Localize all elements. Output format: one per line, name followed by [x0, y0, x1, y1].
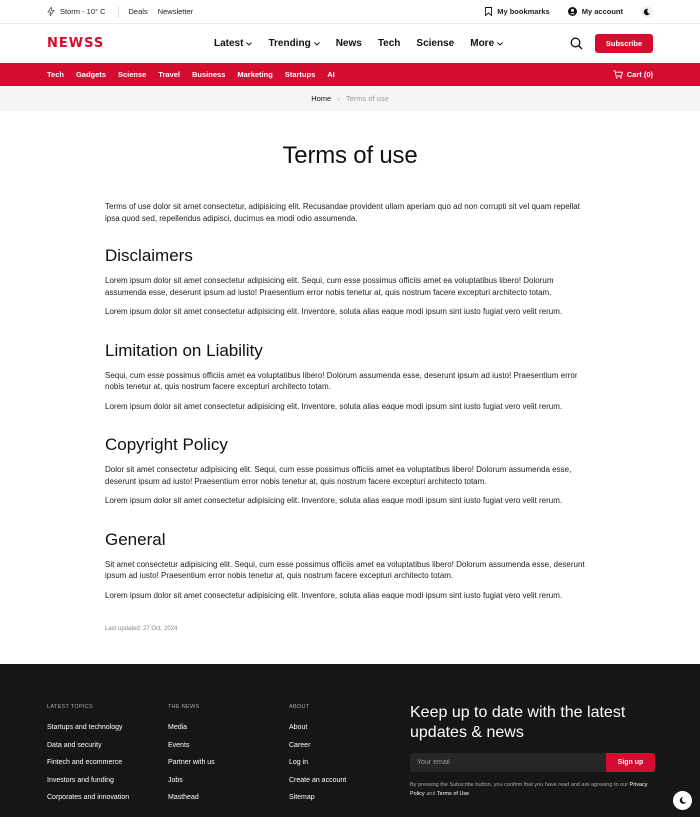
category-marketing[interactable]: Marketing [237, 70, 273, 79]
user-icon [568, 7, 577, 16]
footer-column-about [289, 704, 346, 812]
breadcrumb-home[interactable]: Home [311, 94, 332, 103]
nav-sciense[interactable] [416, 38, 454, 49]
footer-link[interactable]: Data and security [47, 741, 102, 749]
category-ai[interactable]: AI [327, 70, 335, 79]
disclaimer-and: and [426, 790, 436, 797]
footer-column-heading: ABOUT [289, 704, 310, 710]
newsletter-disclaimer [410, 781, 655, 798]
footer-link[interactable]: Partner with us [168, 759, 215, 766]
sign-up-button[interactable]: Sign up [606, 753, 655, 772]
search-icon[interactable] [570, 37, 583, 50]
newsletter-signup [410, 703, 655, 798]
footer-link[interactable]: Log in [289, 759, 309, 766]
signup-form [410, 753, 655, 772]
nav-tech[interactable] [378, 38, 401, 49]
section-copyright-policy [105, 435, 595, 530]
utility-bar [0, 0, 700, 24]
intro-paragraph: Terms of use dolor sit amet consectetur, adipisicing elit. Recusandae provident ullam aperiam quo ad non corrupti sit vel quam repellat ipsa quod sed, repellendus adipisci, ducimus ea modi odio assumenda. [105, 202, 580, 223]
moon-icon [678, 796, 687, 805]
section-heading: General [105, 529, 166, 549]
site-logo[interactable]: NEWSS [47, 36, 105, 51]
bookmark-icon [485, 7, 492, 16]
footer-link[interactable]: About [289, 724, 308, 731]
chevron-down-icon [314, 42, 320, 46]
footer-link[interactable]: Fintech and ecommerce [47, 759, 123, 766]
footer-link[interactable]: Masthead [168, 794, 199, 801]
main-nav [214, 24, 503, 63]
section-paragraph: Lorem ipsum dolor sit amet consectetur adipisicing elit. Inventore, soluta alias eaque modi ipsum sint iusto fugiat vero velit rerum. [105, 590, 563, 600]
category-bar [0, 63, 700, 86]
section-limitation-on-liability [105, 341, 595, 436]
dark-mode-toggle[interactable] [641, 6, 653, 18]
section-heading: Disclaimers [105, 246, 193, 265]
nav-trending-label: Trending [268, 38, 311, 49]
section-disclaimers [105, 246, 595, 341]
breadcrumb-current: Terms of use [345, 94, 389, 103]
section-paragraph: Lorem ipsum dolor sit amet consectetur adipisicing elit. Inventore, soluta alias eaque modi ipsum sint iusto fugiat vero velit rerum. [105, 496, 563, 505]
cart-label: Cart (0) [626, 70, 653, 79]
nav-more-label: More [470, 38, 495, 49]
section-heading: Copyright Policy [105, 435, 228, 454]
footer-column-latest-topics [47, 704, 129, 812]
footer-link[interactable]: Startups and technology [47, 724, 123, 731]
disclaimer-text: By pressing the Subscribe button, you confirm that you have read and are agreeing to our [410, 782, 628, 788]
subscribe-button[interactable]: Subscribe [595, 34, 653, 53]
section-paragraph: Sequi, cum esse possimus officiis amet ea voluptatibus libero! Dolorum assumenda esse, deserunt ipsum ad iusto! Praesentium error nobis tenetur at, quis nostrum facere excepturi architecto totam. [105, 370, 578, 391]
cart-icon [613, 70, 623, 79]
site-header [0, 24, 700, 63]
section-paragraph: Sit amet consectetur adipisicing elit. Sequi, cum esse possimus officiis amet ea voluptatibus libero! Dolorum assumenda esse, deserunt ipsum ad iusto! Praesentium error nobis tenetur at, quis nostrum facere excepturi architecto totam. [105, 559, 585, 580]
section-general [105, 530, 595, 602]
footer-link[interactable]: Create an account [289, 776, 347, 784]
terms-body [105, 201, 595, 601]
section-paragraph: Dolor sit amet consectetur adipisicing elit. Sequi, cum esse possimus officiis amet ea voluptatibus libero! Dolorum assumenda esse, deserunt ipsum ad iusto! Praesentium error nobis tenetur at, quis nostrum facere excepturi architecto totam. [105, 465, 572, 486]
category-business[interactable]: Business [192, 70, 226, 79]
footer-link[interactable]: Investors and funding [47, 776, 114, 784]
footer-link[interactable]: Career [289, 741, 311, 749]
floating-dark-mode-button[interactable] [673, 791, 692, 810]
category-sciense[interactable]: Sciense [117, 70, 147, 79]
chevron-right-icon: › [337, 94, 340, 103]
footer-column-heading: LATEST TOPICS [47, 704, 93, 710]
section-paragraph: Lorem ipsum dolor sit amet consectetur adipisicing elit. Sequi, cum esse possimus officiis amet ea voluptatibus libero! Dolorum assumenda esse, deserunt ipsum ad iusto! Praesentium error nobis tenetur at, quis nostrum facere excepturi architecto totam. [105, 276, 554, 297]
chevron-down-icon [246, 42, 252, 46]
section-heading: Limitation on Liability [105, 340, 263, 360]
moon-icon [641, 6, 653, 18]
footer-link[interactable]: Media [168, 724, 188, 731]
footer-link[interactable]: Jobs [168, 776, 183, 784]
account-link[interactable] [568, 7, 623, 16]
category-travel[interactable]: Travel [158, 70, 181, 79]
storm-icon [47, 7, 55, 16]
weather-widget [47, 6, 119, 18]
footer-column-the-news [168, 704, 215, 812]
chevron-down-icon [497, 42, 503, 46]
newsletter-link[interactable]: Newsletter [157, 7, 194, 16]
nav-tech-label: Tech [377, 38, 401, 49]
email-field[interactable] [410, 753, 606, 772]
cart-link[interactable] [613, 70, 653, 79]
nav-latest-label: Latest [214, 38, 244, 49]
nav-latest[interactable] [214, 38, 252, 49]
nav-news-label: News [335, 38, 362, 49]
breadcrumb [0, 86, 700, 111]
privacy-policy-link[interactable]: Privacy Policy [410, 782, 648, 797]
nav-news[interactable] [336, 38, 362, 49]
footer-column-heading: THE NEWS [168, 704, 200, 710]
category-gadgets[interactable]: Gadgets [75, 70, 106, 79]
footer-link[interactable]: Sitemap [289, 794, 315, 801]
deals-link[interactable]: Deals [128, 7, 148, 16]
bookmarks-label: My bookmarks [497, 7, 550, 16]
weather-label: Storm - 10° C [60, 7, 106, 16]
bookmarks-link[interactable] [485, 7, 550, 16]
account-label: My account [581, 7, 623, 16]
nav-more[interactable] [470, 38, 503, 49]
section-paragraph: Lorem ipsum dolor sit amet consectetur adipisicing elit. Inventore, soluta alias eaque modi ipsum sint iusto fugiat vero velit rerum. [105, 401, 563, 411]
nav-trending[interactable] [268, 38, 319, 49]
section-paragraph: Lorem ipsum dolor sit amet consectetur adipisicing elit. Inventore, soluta alias eaque modi ipsum sint iusto fugiat vero velit rerum. [105, 307, 563, 316]
footer-link[interactable]: Events [168, 741, 190, 749]
footer-link[interactable]: Corporates and innovation [47, 794, 130, 801]
category-startups[interactable]: Startups [284, 70, 316, 79]
newsletter-title: Keep up to date with the latest updates & news [410, 704, 626, 741]
category-tech[interactable]: Tech [47, 70, 64, 79]
page-title: Terms of use [282, 142, 418, 169]
last-updated: Last updated: 27 Oct, 2024 [105, 626, 178, 632]
terms-of-use-link[interactable]: Terms of Use [436, 790, 470, 797]
site-footer [0, 664, 700, 817]
nav-sciense-label: Sciense [416, 38, 455, 49]
